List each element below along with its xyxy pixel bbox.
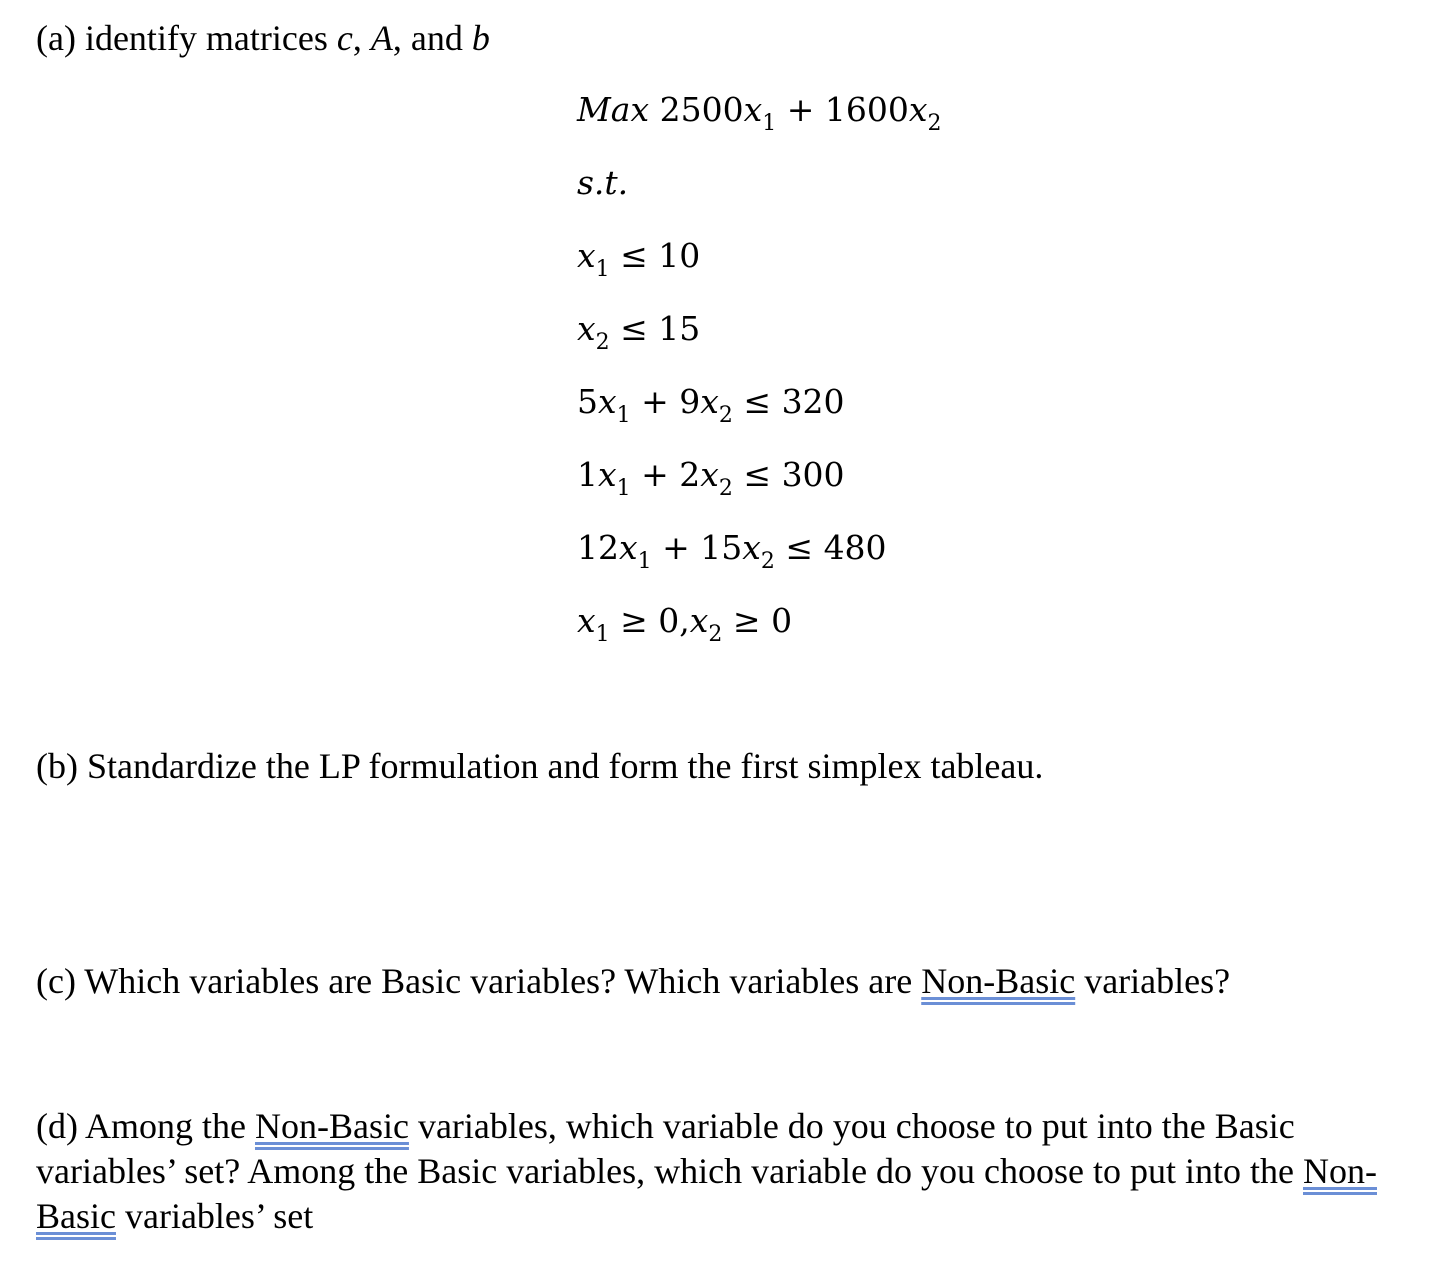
c1-rel: ≤ (620, 236, 648, 275)
part-c-text-2: variables? (1084, 961, 1231, 1001)
and-text: , and (392, 18, 463, 58)
var-b: b (471, 18, 490, 58)
c4-plus: + (641, 455, 669, 494)
obj-sub-1: 1 (762, 111, 777, 136)
obj-var-1: x (743, 90, 763, 129)
c5-var-2: x (742, 528, 761, 567)
c4-var-1: x (598, 455, 617, 494)
objective-function (577, 90, 942, 136)
nn-var-2: x (689, 601, 709, 640)
nn-sep: , (679, 601, 690, 640)
c3-sub-1: 1 (616, 403, 631, 428)
c3-var-1: x (598, 382, 617, 421)
c1-rhs: 10 (658, 236, 701, 275)
comma: , (352, 18, 362, 58)
c3-rel: ≤ (743, 382, 772, 421)
part-c-nonbasic: Non-Basic (921, 961, 1076, 1001)
nn-var-1: x (577, 601, 596, 640)
c2-var: x (577, 309, 596, 348)
part-d-nonbasic-1: Non-Basic (254, 1106, 409, 1146)
c4-rel: ≤ (743, 455, 772, 494)
nn-sub-2: 2 (708, 622, 723, 647)
constraint-2 (577, 309, 701, 355)
nn-zero-1: 0 (658, 601, 680, 640)
c2-rhs: 15 (658, 309, 701, 348)
c4-sub-1: 1 (616, 476, 631, 501)
obj-coef-2: 1600 (824, 90, 909, 129)
c3-plus: + (641, 382, 669, 421)
part-d-text-1: (d) Among the (36, 1106, 246, 1146)
var-A: A (370, 18, 393, 58)
part-a-question (36, 16, 490, 61)
var-c: c (336, 18, 353, 58)
part-d-question (36, 1104, 1411, 1239)
c4-var-2: x (700, 455, 719, 494)
part-d-text-3: variables’ set (124, 1196, 314, 1236)
c3-coef-2: 9 (679, 382, 701, 421)
nn-zero-2: 0 (771, 601, 793, 640)
nn-sub-1: 1 (595, 622, 610, 647)
c1-var: x (577, 236, 596, 275)
obj-plus: + (786, 90, 815, 129)
c5-coef-2: 15 (700, 528, 743, 567)
c4-sub-2: 2 (718, 476, 733, 501)
part-b-question: (b) Standardize the LP formulation and form the first simplex tableau. (36, 746, 1044, 786)
c2-rel: ≤ (620, 309, 648, 348)
c5-sub-1: 1 (637, 549, 652, 574)
obj-coef-1: 2500 (659, 90, 744, 129)
nn-geq-2: ≥ (732, 601, 761, 640)
c1-sub: 1 (595, 257, 610, 282)
subject-to-label (577, 163, 628, 203)
obj-var-2: x (908, 90, 928, 129)
constraint-4 (577, 455, 845, 501)
constraint-3 (577, 382, 845, 428)
part-d-text-2: variables, which variable do you choose to put into the Basic variables’ set? Among the Basic variables, which variable do you choose to put into the (36, 1106, 1295, 1191)
c5-sub-2: 2 (760, 549, 775, 574)
c3-sub-2: 2 (718, 403, 733, 428)
c5-rel: ≤ (785, 528, 814, 567)
constraint-1 (577, 236, 701, 282)
c4-coef-1: 1 (577, 455, 598, 494)
st-text: s.t. (577, 163, 629, 202)
part-d-nonbasic-2: Non-Basic (36, 1151, 1377, 1236)
c5-var-1: x (619, 528, 638, 567)
c3-coef-1: 5 (577, 382, 598, 421)
part-c-question (36, 959, 1230, 1004)
obj-sub-2: 2 (927, 111, 942, 136)
c5-rhs: 480 (823, 528, 887, 567)
constraint-5 (577, 528, 887, 574)
c5-coef-1: 12 (577, 528, 619, 567)
c5-plus: + (662, 528, 690, 567)
c3-var-2: x (700, 382, 719, 421)
nn-geq-1: ≥ (620, 601, 648, 640)
c4-rhs: 300 (781, 455, 845, 494)
c2-sub: 2 (595, 330, 610, 355)
nonnegativity-constraint (577, 601, 793, 647)
part-a-label: (a) identify matrices (36, 18, 328, 58)
c4-coef-2: 2 (679, 455, 701, 494)
c3-rhs: 320 (781, 382, 845, 421)
part-c-text-1: (c) Which variables are Basic variables? Which variables are (36, 961, 913, 1001)
max-label: Max (577, 90, 650, 129)
